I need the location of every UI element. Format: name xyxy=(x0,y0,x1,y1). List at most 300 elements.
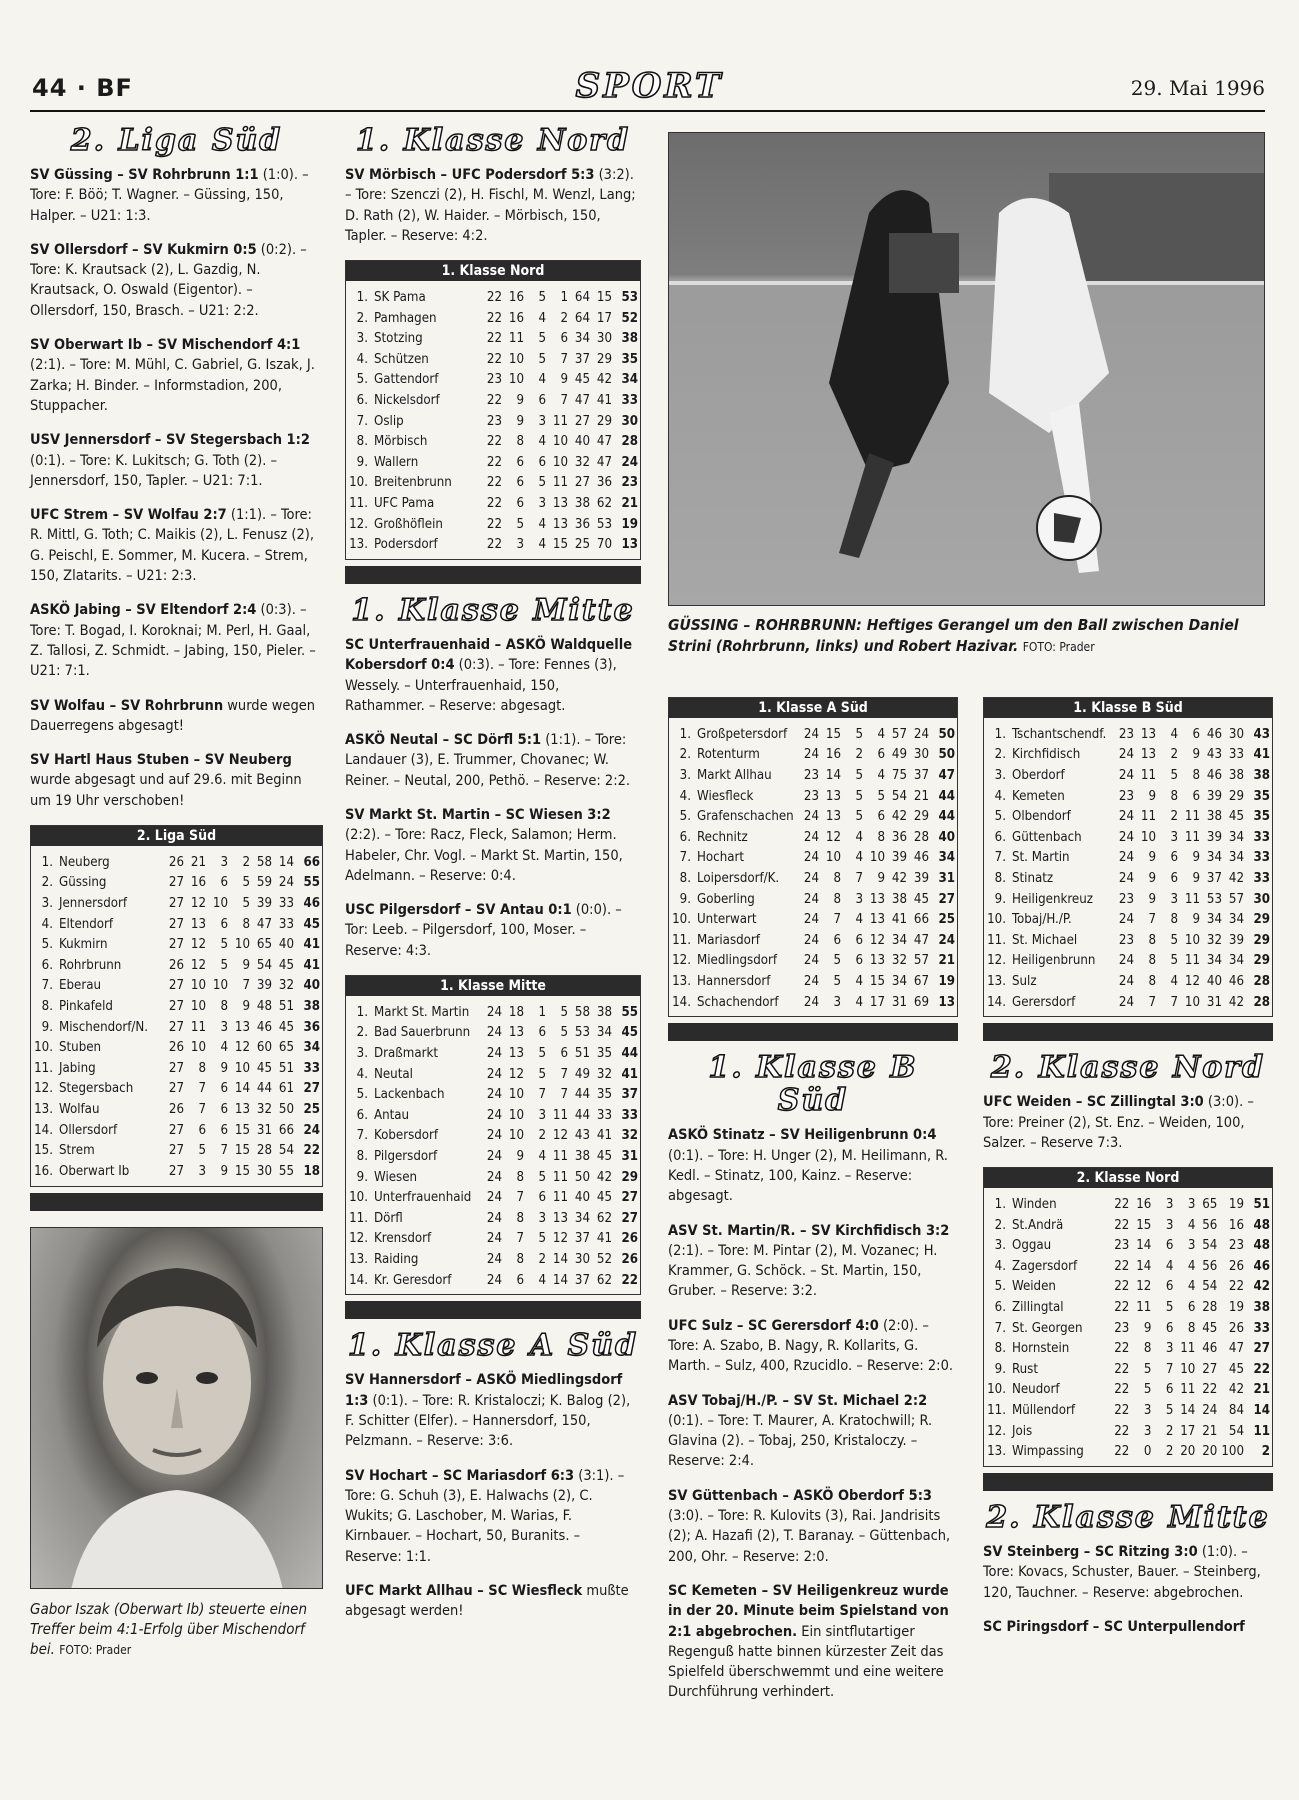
table-row xyxy=(984,992,1272,1013)
cell-goals-for: 46 xyxy=(256,1019,272,1035)
cell-points: 48 xyxy=(1253,1217,1270,1233)
cell-losses: 17 xyxy=(1180,1423,1196,1439)
cell-goals-for: 39 xyxy=(1206,788,1222,804)
cell-team: Unterfrauenhaid xyxy=(374,1190,472,1206)
cell-games: 24 xyxy=(803,850,819,866)
cell-games: 24 xyxy=(803,994,819,1010)
match-report xyxy=(668,1486,958,1567)
table-title: 1. Klasse Mitte xyxy=(346,976,640,996)
portrait-photo-credit: FOTO: Prader xyxy=(59,1643,132,1658)
table-row xyxy=(31,1079,322,1100)
heading-1-klasse-b-sued: 1. Klasse B Süd xyxy=(708,1050,918,1119)
match-report xyxy=(30,430,323,491)
cell-losses: 8 xyxy=(242,916,250,932)
cell-games: 24 xyxy=(486,1231,502,1247)
cell-losses: 5 xyxy=(242,896,250,911)
column-3 xyxy=(668,693,958,1717)
table-row xyxy=(984,1277,1272,1298)
cell-draws: 5 xyxy=(220,957,228,973)
match-report xyxy=(30,335,323,416)
table-row xyxy=(346,1167,640,1188)
table-row xyxy=(346,1146,640,1167)
cell-games: 22 xyxy=(486,331,502,347)
cell-losses: 8 xyxy=(877,829,885,845)
cell-points: 13 xyxy=(621,537,638,553)
cell-wins: 10 xyxy=(508,351,524,367)
cell-draws: 7 xyxy=(538,1087,546,1103)
cell-goals-against: 38 xyxy=(596,1004,612,1020)
table-row xyxy=(346,493,640,514)
cell-goals-for: 31 xyxy=(256,1122,272,1138)
cell-points: 46 xyxy=(1253,1258,1270,1274)
match-details: (2:2). – Tore: Racz, Fleck, Salamon; Herm. Habeler, Chr. Vogl. – Markt St. Martin, 150, Adelmann. – Reserve: 0:4. xyxy=(345,827,623,884)
divider-bar xyxy=(983,1023,1273,1041)
cell-rank: 3. xyxy=(356,331,368,347)
cell-team: Oberdorf xyxy=(1012,767,1065,783)
cell-goals-against: 30 xyxy=(596,331,612,347)
section-title: SPORT xyxy=(575,66,724,106)
cell-team: Schachendorf xyxy=(697,994,779,1010)
cell-losses: 6 xyxy=(1192,726,1200,742)
cell-points: 33 xyxy=(1253,829,1270,845)
cell-team: Ollersdorf xyxy=(59,1122,118,1138)
cell-points: 29 xyxy=(1253,953,1270,969)
match-teams: SC Unterfrauenhaid – ASKÖ Waldquelle Kobersdorf 0:4 xyxy=(345,636,633,674)
table-row xyxy=(669,951,957,972)
table-row xyxy=(31,996,322,1017)
cell-draws: 5 xyxy=(1170,932,1178,948)
cell-goals-against: 100 xyxy=(1221,1444,1244,1460)
cell-games: 22 xyxy=(1114,1217,1130,1233)
cell-rank: 7. xyxy=(356,413,368,429)
cell-goals-for: 65 xyxy=(256,937,272,953)
action-photo-illustration xyxy=(669,133,1265,606)
cell-points: 55 xyxy=(621,1004,638,1020)
cell-goals-for: 34 xyxy=(891,973,907,989)
match-report xyxy=(30,696,323,737)
table-row xyxy=(346,1187,640,1208)
cell-rank: 6. xyxy=(994,1299,1006,1315)
cell-draws: 6 xyxy=(1165,1238,1174,1254)
cell-games: 24 xyxy=(803,870,819,886)
cell-games: 22 xyxy=(1114,1423,1130,1439)
cell-rank: 13. xyxy=(987,1444,1006,1460)
cell-goals-against: 51 xyxy=(278,1060,294,1076)
cell-draws: 5 xyxy=(855,767,863,783)
cell-goals-against: 42 xyxy=(1228,1382,1244,1398)
match-report xyxy=(668,1316,958,1377)
cell-points: 44 xyxy=(621,1046,638,1062)
cell-draws: 4 xyxy=(538,310,546,326)
cell-points: 33 xyxy=(621,1107,638,1123)
cell-draws: 7 xyxy=(220,1143,228,1159)
cell-goals-for: 56 xyxy=(1202,1258,1218,1274)
cell-goals-for: 49 xyxy=(891,747,907,763)
table-title: 2. Klasse Nord xyxy=(984,1168,1272,1188)
cell-wins: 12 xyxy=(825,829,841,845)
cell-team: Olbendorf xyxy=(1012,809,1071,825)
cell-team: Zagersdorf xyxy=(1012,1258,1078,1274)
table-row xyxy=(346,370,640,391)
cell-goals-for: 30 xyxy=(574,1251,590,1267)
cell-losses: 14 xyxy=(552,1272,568,1288)
cell-draws: 4 xyxy=(538,1272,546,1288)
cell-games: 23 xyxy=(486,372,502,388)
cell-wins: 15 xyxy=(1136,1217,1152,1233)
cell-goals-against: 36 xyxy=(596,475,612,491)
cell-team: Güttenbach xyxy=(1012,829,1082,845)
cell-games: 22 xyxy=(1114,1299,1130,1315)
cell-wins: 14 xyxy=(1136,1238,1152,1254)
cell-goals-for: 75 xyxy=(891,767,907,783)
cell-points: 33 xyxy=(621,392,638,408)
cell-goals-for: 58 xyxy=(256,854,272,870)
table-row xyxy=(984,806,1272,827)
cell-goals-against: 39 xyxy=(913,870,929,886)
cell-draws: 6 xyxy=(220,875,228,891)
cell-goals-for: 34 xyxy=(1206,953,1222,969)
action-photo-credit: FOTO: Prader xyxy=(1022,639,1095,654)
match-report xyxy=(983,1542,1273,1603)
cell-draws: 5 xyxy=(538,1169,546,1185)
cell-team: Pamhagen xyxy=(374,310,437,326)
cell-draws: 3 xyxy=(220,1019,228,1035)
cell-rank: 14. xyxy=(34,1122,53,1138)
cell-draws: 3 xyxy=(855,891,863,907)
cell-goals-against: 38 xyxy=(1228,767,1244,783)
cell-goals-against: 57 xyxy=(1228,891,1244,907)
cell-losses: 7 xyxy=(242,978,250,994)
cell-goals-against: 66 xyxy=(913,912,929,928)
cell-goals-against: 54 xyxy=(1228,1423,1244,1439)
cell-team: Draßmarkt xyxy=(374,1046,438,1062)
cell-points: 30 xyxy=(1253,891,1270,907)
cell-rank: 12. xyxy=(987,1423,1006,1439)
cell-wins: 11 xyxy=(190,1019,206,1035)
cell-rank: 11. xyxy=(987,1402,1006,1418)
cell-goals-for: 31 xyxy=(891,994,907,1010)
cell-losses: 8 xyxy=(1192,767,1200,783)
cell-goals-against: 29 xyxy=(596,413,612,429)
cell-goals-for: 32 xyxy=(891,953,907,969)
cell-losses: 10 xyxy=(1184,994,1200,1010)
cell-goals-against: 55 xyxy=(278,1163,294,1179)
cell-losses: 11 xyxy=(552,1107,568,1123)
match-teams: UFC Strem – SV Wolfau 2:7 xyxy=(30,507,227,524)
cell-points: 37 xyxy=(621,1087,638,1103)
cell-wins: 8 xyxy=(516,1251,524,1267)
table-row xyxy=(669,930,957,951)
match-report xyxy=(345,635,641,716)
cell-goals-against: 29 xyxy=(913,809,929,825)
table-row xyxy=(346,1249,640,1270)
match-details: (3:1). – Tore: G. Schuh (3), E. Halwachs (2), C. Wukits; G. Laschober, M. Warias, F. Kirnbauer. – Hochart, 50, Buranits. – Reserve: 1:1. xyxy=(345,1467,625,1565)
match-teams: USV Jennersdorf – SV Stegersbach 1:2 xyxy=(30,432,310,449)
table-row xyxy=(31,914,322,935)
cell-losses: 13 xyxy=(552,1210,568,1226)
cell-team: Pilgersdorf xyxy=(374,1149,438,1165)
match-teams: ASKÖ Stinatz – SV Heiligenbrunn 0:4 xyxy=(668,1127,937,1144)
cell-draws: 5 xyxy=(1170,767,1178,783)
cell-team: St.Andrä xyxy=(1012,1217,1064,1233)
cell-draws: 4 xyxy=(855,973,863,989)
table-row xyxy=(346,1270,640,1291)
table-row xyxy=(346,514,640,535)
cell-games: 23 xyxy=(1118,726,1134,742)
cell-wins: 7 xyxy=(516,1190,524,1206)
cell-team: Stuben xyxy=(59,1040,102,1056)
cell-rank: 14. xyxy=(672,994,691,1010)
cell-points: 48 xyxy=(1253,1238,1270,1254)
cell-rank: 5. xyxy=(679,809,691,825)
cell-team: Müllendorf xyxy=(1012,1402,1076,1418)
cell-goals-for: 38 xyxy=(574,495,590,511)
cell-wins: 13 xyxy=(190,916,206,932)
cell-rank: 12. xyxy=(34,1081,53,1097)
cell-wins: 5 xyxy=(516,516,524,532)
cell-games: 23 xyxy=(1118,891,1134,907)
cell-goals-against: 46 xyxy=(913,850,929,866)
table-row xyxy=(31,1017,322,1038)
cell-team: Güssing xyxy=(59,875,107,891)
cell-wins: 0 xyxy=(1143,1444,1152,1460)
cell-games: 23 xyxy=(1114,1320,1130,1336)
cell-losses: 5 xyxy=(242,875,250,891)
cell-points: 26 xyxy=(621,1231,638,1247)
cell-rank: 6. xyxy=(994,829,1006,845)
divider-bar xyxy=(345,1301,641,1319)
cell-rank: 9. xyxy=(679,891,691,907)
match-details: (0:1). – Tore: R. Kristaloczi; K. Balog (2), F. Schitter (Elfer). – Hannersdorf, 150, Pelzmann. – Reserve: 3:6. xyxy=(345,1392,631,1450)
cell-games: 26 xyxy=(168,854,184,870)
cell-wins: 5 xyxy=(833,973,841,989)
cell-points: 25 xyxy=(303,1101,320,1117)
cell-goals-for: 41 xyxy=(891,912,907,928)
cell-team: Raiding xyxy=(374,1251,419,1267)
cell-wins: 16 xyxy=(508,289,524,305)
cell-wins: 6 xyxy=(516,454,524,470)
cell-draws: 6 xyxy=(538,1190,546,1206)
match-teams: SV Güttenbach – ASKÖ Oberdorf 5:3 xyxy=(668,1487,933,1504)
cell-draws: 5 xyxy=(1165,1299,1174,1315)
match-report xyxy=(30,600,323,681)
cell-games: 22 xyxy=(486,537,502,553)
cell-rank: 3. xyxy=(41,896,53,911)
cell-draws: 6 xyxy=(220,916,228,932)
cell-draws: 4 xyxy=(220,1040,228,1056)
cell-points: 29 xyxy=(1253,932,1270,948)
cell-team: Heiligenbrunn xyxy=(1012,953,1096,969)
table-row xyxy=(31,955,322,976)
cell-games: 24 xyxy=(803,726,819,742)
cell-losses: 11 xyxy=(1180,1341,1196,1357)
table-1-klasse-a-sued xyxy=(668,697,958,1017)
cell-goals-against: 42 xyxy=(1228,994,1244,1010)
table-row xyxy=(31,852,322,873)
cell-games: 22 xyxy=(486,310,502,326)
cell-games: 24 xyxy=(486,1190,502,1206)
cell-goals-against: 45 xyxy=(1228,809,1244,825)
cell-draws: 4 xyxy=(538,434,546,450)
cell-games: 24 xyxy=(1118,870,1134,886)
cell-wins: 3 xyxy=(833,994,841,1010)
col4-report-nord xyxy=(983,1092,1273,1153)
cell-goals-against: 45 xyxy=(278,957,294,973)
cell-team: Neudorf xyxy=(1012,1382,1060,1398)
cell-goals-against: 19 xyxy=(1228,1197,1244,1212)
cell-goals-for: 34 xyxy=(1206,850,1222,866)
cell-rank: 1. xyxy=(994,726,1006,742)
cell-draws: 4 xyxy=(1170,973,1178,989)
cell-team: Goberling xyxy=(697,891,755,907)
cell-goals-against: 53 xyxy=(596,516,612,532)
cell-goals-against: 29 xyxy=(596,351,612,367)
cell-points: 35 xyxy=(621,351,638,367)
cell-goals-for: 28 xyxy=(1202,1299,1218,1315)
cell-games: 22 xyxy=(486,454,502,470)
cell-rank: 10. xyxy=(34,1040,53,1056)
cell-losses: 12 xyxy=(552,1128,568,1144)
cell-rank: 7. xyxy=(679,850,691,866)
table-row xyxy=(984,786,1272,807)
cell-goals-against: 34 xyxy=(596,1025,612,1041)
match-teams: SV Wolfau – SV Rohrbrunn xyxy=(30,697,224,714)
cell-losses: 6 xyxy=(560,1046,568,1062)
cell-wins: 21 xyxy=(190,854,206,870)
table-2-klasse-nord xyxy=(983,1167,1273,1467)
cell-draws: 5 xyxy=(855,726,863,742)
cell-games: 22 xyxy=(1114,1279,1130,1295)
cell-team: Sulz xyxy=(1012,973,1037,989)
match-details: wurde abgesagt und auf 29.6. mit Beginn um 19 Uhr verschoben! xyxy=(30,772,302,809)
cell-draws: 10 xyxy=(212,896,228,911)
table-row xyxy=(346,1105,640,1126)
cell-rank: 9. xyxy=(994,1361,1006,1377)
cell-games: 24 xyxy=(1118,973,1134,989)
cell-points: 31 xyxy=(938,870,955,886)
cell-draws: 4 xyxy=(538,516,546,532)
cell-losses: 13 xyxy=(234,1019,250,1035)
divider-bar xyxy=(668,1023,958,1041)
cell-losses: 20 xyxy=(1180,1444,1196,1460)
cell-draws: 6 xyxy=(538,1025,546,1041)
cell-points: 46 xyxy=(303,896,320,911)
match-details: (0:1). – Tore: T. Maurer, A. Kratochwill; R. Glavina (2). – Tobaj, 250, Kristaloczy. – Reserve: 2:4. xyxy=(668,1412,933,1470)
cell-games: 24 xyxy=(1118,994,1134,1010)
cell-draws: 6 xyxy=(1170,870,1178,886)
cell-rank: 12. xyxy=(349,516,368,532)
portrait-caption xyxy=(30,1599,323,1660)
heading-1-klasse-a-sued: 1. Klasse A Süd xyxy=(347,1328,639,1364)
cell-draws: 2 xyxy=(538,1251,546,1267)
cell-points: 24 xyxy=(621,454,638,470)
cell-rank: 11. xyxy=(34,1060,53,1076)
cell-games: 22 xyxy=(1114,1258,1130,1274)
cell-points: 24 xyxy=(303,1122,320,1138)
cell-wins: 13 xyxy=(1140,726,1156,742)
cell-goals-for: 54 xyxy=(1202,1238,1218,1254)
cell-wins: 8 xyxy=(516,1210,524,1226)
cell-rank: 5. xyxy=(356,1087,368,1103)
match-teams: SV Mörbisch – UFC Podersdorf 5:3 xyxy=(345,167,595,183)
cell-games: 27 xyxy=(168,916,184,932)
cell-losses: 13 xyxy=(234,1101,250,1117)
action-caption-text: GÜSSING – ROHRBRUNN: Heftiges Gerangel um den Ball zwischen Daniel Strini (Rohrbrunn, links) und Robert Hazivar. xyxy=(668,616,1239,655)
table-row xyxy=(31,893,322,914)
cell-team: Antau xyxy=(374,1107,410,1123)
cell-goals-for: 54 xyxy=(891,788,907,804)
cell-team: Gattendorf xyxy=(374,372,439,388)
cell-goals-against: 47 xyxy=(913,932,929,948)
cell-losses: 4 xyxy=(1187,1258,1196,1274)
match-details: Ein sintflutartiger Regenguß hatte binnen kürzester Zeit das Spielfeld überschwemmt und eine weitere Durchführung verhindert. xyxy=(668,1623,944,1701)
cell-goals-for: 45 xyxy=(256,1060,272,1076)
cell-goals-against: 62 xyxy=(596,1210,612,1226)
cell-goals-for: 64 xyxy=(574,310,590,326)
match-details: mußte abgesagt werden! xyxy=(345,1583,629,1620)
cell-games: 23 xyxy=(1118,932,1134,948)
cell-losses: 13 xyxy=(552,516,568,532)
cell-team: St. Georgen xyxy=(1012,1320,1083,1336)
table-row xyxy=(984,971,1272,992)
cell-team: Podersdorf xyxy=(374,537,438,553)
cell-draws: 4 xyxy=(1165,1258,1174,1274)
cell-rank: 9. xyxy=(356,1169,368,1185)
cell-draws: 3 xyxy=(1165,1341,1174,1357)
cell-goals-for: 34 xyxy=(891,932,907,948)
cell-team: SK Pama xyxy=(374,289,426,305)
cell-draws: 1 xyxy=(538,1004,546,1020)
cell-draws: 5 xyxy=(538,1046,546,1062)
cell-draws: 10 xyxy=(212,978,228,994)
cell-goals-for: 60 xyxy=(256,1040,272,1056)
cell-wins: 10 xyxy=(1140,829,1156,845)
cell-goals-against: 15 xyxy=(596,289,612,305)
cell-points: 38 xyxy=(303,998,320,1014)
cell-team: Großhöflein xyxy=(374,516,443,532)
cell-goals-against: 32 xyxy=(596,1066,612,1082)
cell-losses: 11 xyxy=(1184,829,1200,845)
cell-points: 29 xyxy=(1253,912,1270,928)
cell-goals-against: 65 xyxy=(278,1040,294,1056)
cell-goals-for: 51 xyxy=(574,1046,590,1062)
cell-rank: 1. xyxy=(356,1004,368,1020)
cell-team: St. Martin xyxy=(1012,850,1070,866)
cell-losses: 11 xyxy=(1184,809,1200,825)
cell-points: 22 xyxy=(621,1272,638,1288)
cell-goals-for: 53 xyxy=(1206,891,1222,907)
cell-points: 35 xyxy=(1253,809,1270,825)
cell-draws: 4 xyxy=(855,994,863,1010)
cell-points: 30 xyxy=(621,413,638,429)
match-teams: ASKÖ Jabing – SV Eltendorf 2:4 xyxy=(30,602,257,619)
cell-goals-for: 48 xyxy=(256,998,272,1014)
heading-2-liga-sued: 2. Liga Süd xyxy=(70,123,283,158)
table-row xyxy=(984,1421,1272,1442)
heading-2-klasse-nord: 2. Klasse Nord xyxy=(990,1050,1266,1086)
table-row xyxy=(669,827,957,848)
cell-wins: 16 xyxy=(190,875,206,891)
match-teams: SC Kemeten – SV Heiligenkreuz wurde in der 20. Minute beim Spielstand von 2:1 abgebrochen. xyxy=(668,1582,949,1640)
cell-losses: 2 xyxy=(242,854,250,870)
table-row xyxy=(984,1400,1272,1421)
cell-wins: 13 xyxy=(508,1025,524,1041)
cell-points: 32 xyxy=(621,1128,638,1144)
table-row xyxy=(346,308,640,329)
match-report xyxy=(345,805,641,886)
cell-points: 33 xyxy=(1253,1320,1270,1336)
cell-points: 47 xyxy=(938,767,955,783)
